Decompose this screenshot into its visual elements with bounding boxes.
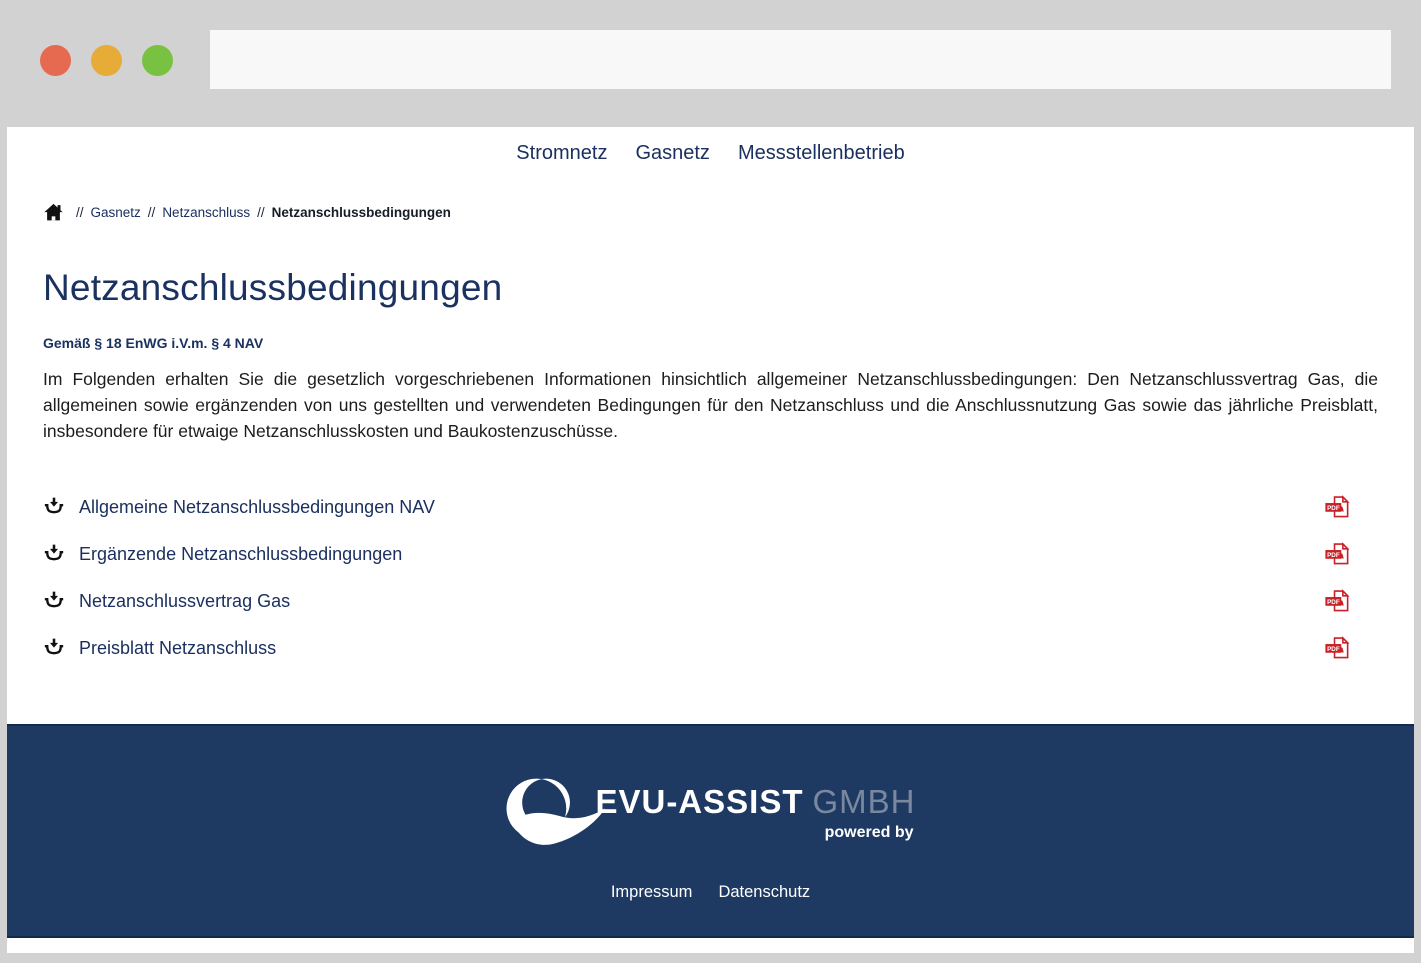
pdf-icon-label: PDF: [1327, 552, 1340, 560]
minimize-window-button[interactable]: [91, 45, 122, 76]
breadcrumb-current-page: Netzanschlussbedingungen: [271, 205, 451, 220]
download-label: Ergänzende Netzanschlussbedingungen: [79, 543, 403, 564]
home-icon[interactable]: [43, 202, 64, 223]
zoom-window-button[interactable]: [142, 45, 173, 76]
intro-paragraph: Im Folgenden erhalten Sie die gesetzlich vorgeschriebenen Informationen hinsichtlich allgemeiner Netzanschlussbedingungen: Den Netzanschlussvertrag Gas, die allgemeinen sowie ergänzenden von uns gestellten und verwendeten Bedingungen für den Netzanschluss und die Anschlussnutzung Gas sowie das jährliche Preisblatt, insbesondere für etwaige Netzanschlusskosten und Baukostenzuschüsse.: [43, 369, 1378, 442]
pdf-file-icon[interactable]: [1325, 495, 1352, 519]
nav-item-stromnetz[interactable]: Stromnetz: [516, 142, 608, 164]
download-row: [43, 493, 1378, 521]
download-icon: [43, 590, 65, 612]
breadcrumb-separator: //: [257, 205, 265, 220]
nav-item-messstellenbetrieb[interactable]: Messstellenbetrieb: [737, 142, 905, 164]
download-row: [43, 587, 1378, 615]
page-subtitle: Gemäß § 18 EnWG i.V.m. § 4 NAV: [43, 335, 264, 351]
breadcrumb-link-gasnetz[interactable]: Gasnetz: [90, 205, 141, 220]
pdf-file-icon[interactable]: [1325, 542, 1352, 566]
main-content: [7, 127, 1414, 724]
window-controls: [40, 45, 173, 76]
download-icon: [43, 637, 65, 659]
breadcrumb-separator: //: [76, 205, 84, 220]
page-title: Netzanschlussbedingungen: [43, 267, 503, 308]
download-icon: [43, 543, 65, 565]
download-link-ergaenzende[interactable]: [43, 543, 402, 565]
pdf-icon-label: PDF: [1327, 505, 1340, 513]
page-footer: [7, 724, 1414, 938]
address-bar[interactable]: [210, 30, 1391, 89]
logo-tagline: powered by: [824, 824, 914, 841]
pdf-file-icon[interactable]: [1325, 636, 1352, 660]
download-label: Netzanschlussvertrag Gas: [79, 590, 291, 611]
logo-name: [595, 783, 915, 821]
download-row: [43, 634, 1378, 662]
close-window-button[interactable]: [40, 45, 71, 76]
download-label: Preisblatt Netzanschluss: [79, 637, 277, 658]
breadcrumb-separator: //: [147, 205, 156, 220]
breadcrumb-link-netzanschluss[interactable]: Netzanschluss: [162, 205, 251, 220]
download-row: [43, 540, 1378, 568]
footer-link-datenschutz[interactable]: Datenschutz: [718, 882, 811, 901]
download-label: Allgemeine Netzanschlussbedingungen NAV: [79, 496, 435, 517]
top-navigation: [43, 127, 1378, 165]
download-link-preisblatt[interactable]: [43, 637, 276, 659]
logo-name-main: EVU-ASSIST: [595, 783, 804, 820]
download-list: [43, 493, 1378, 662]
logo-text: [595, 783, 915, 842]
pdf-file-icon[interactable]: [1325, 589, 1352, 613]
download-link-netzanschlussvertrag[interactable]: [43, 590, 290, 612]
browser-chrome: [0, 0, 1421, 127]
page-window: [7, 127, 1414, 953]
breadcrumb: [43, 202, 1378, 223]
pdf-icon-label: PDF: [1327, 599, 1340, 607]
download-icon: [43, 496, 65, 518]
company-logo: [505, 767, 915, 859]
footer-links: [611, 883, 810, 902]
logo-name-suffix: GMBH: [812, 783, 916, 820]
pdf-icon-label: PDF: [1327, 646, 1340, 654]
nav-item-gasnetz[interactable]: Gasnetz: [635, 142, 710, 164]
footer-link-impressum[interactable]: Impressum: [610, 882, 693, 901]
download-link-allgemeine-nav[interactable]: [43, 496, 435, 518]
